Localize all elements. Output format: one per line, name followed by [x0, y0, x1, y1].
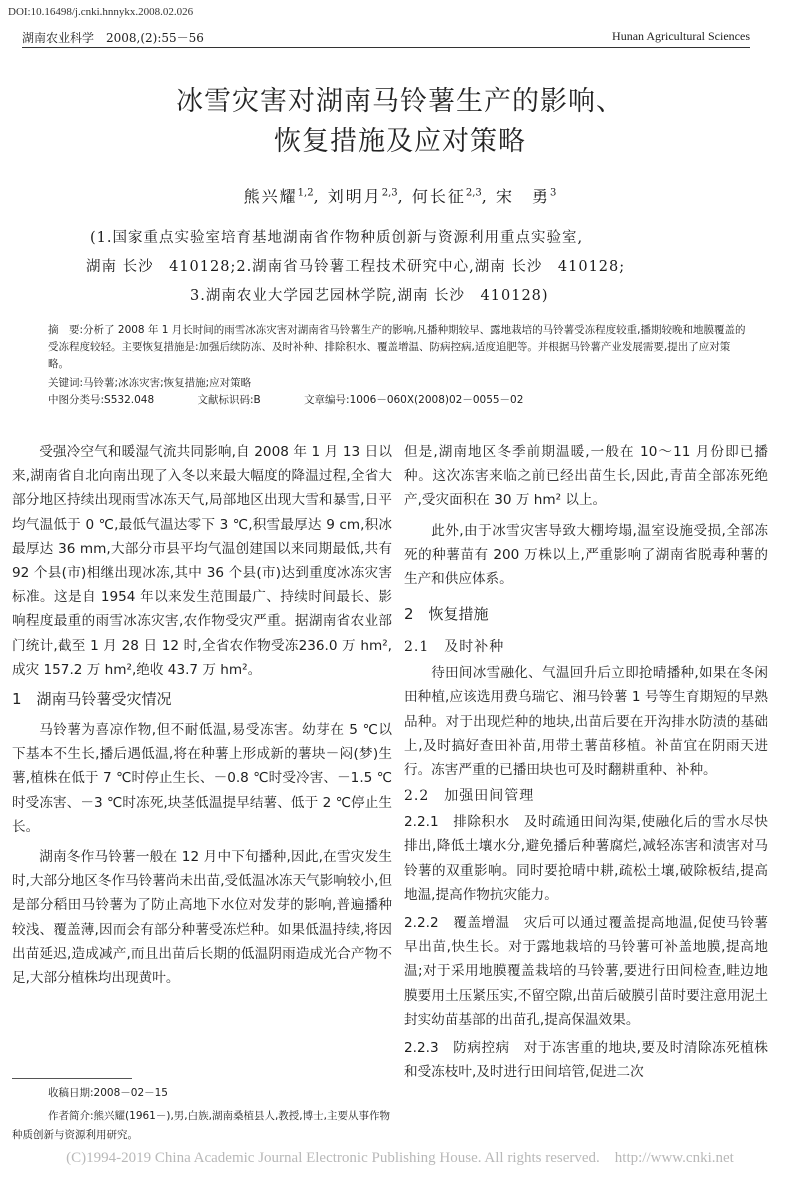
footnote-rule [12, 1078, 132, 1079]
paper-title [0, 82, 800, 162]
header-rule [22, 47, 750, 48]
author-name: 刘明月 [327, 187, 382, 206]
body-paragraph: 马铃薯为喜凉作物,但不耐低温,易受冻害。幼芽在 5 ℃以下基本不生长,播后遇低温,将在种薯上形成新的薯块－闷(梦)生薯,植株在低于 7 ℃时停止生长、－0.8 ℃时受冷害、－1.5 ℃时受冻害、－3 ℃时冻死,块茎低温提早结薯、低于 2 ℃停止生长。 [12, 722, 392, 835]
abstract-block [48, 322, 748, 409]
author-affil-mark: 1,2 [297, 187, 314, 199]
author-name: 宋 勇 [495, 187, 550, 206]
abstract-text: 分析了 2008 年 1 月长时间的雨雪冰冻灾害对湖南省马铃薯生产的影响,凡播种期较早、露地栽培的马铃薯受冻程度较重,播期较晚和地膜覆盖的受冻程度较轻。主要恢复措施是:加强后续防冻、及时补种、排除积水、覆盖增温、防病控病,适度追肥等。并根据马铃薯产业发展需要,提出了应对策略。 [48, 324, 746, 370]
subsection-label: 2.1 及时补种 [404, 639, 505, 656]
author-list: 熊兴耀$^{1,2}$, 刘明月$^{2,3}$, 何长征$^{2,3}$, 宋 勇$^3$ [243, 187, 557, 206]
journal-header-cn: 湖南农业科学 2008,(2):55－56 [22, 31, 204, 45]
body-paragraph: 但是,湖南地区冬季前期温暖,一般在 10～11 月份即已播种。这次冻害来临之前已经出苗生长,因此,青苗全部冻死绝产,受灾面积在 30 万 hm² 以上。 [404, 444, 768, 509]
classification-row [48, 392, 748, 409]
author-name: 何长征 [411, 187, 466, 206]
author-affil-mark: 2,3 [381, 187, 398, 199]
body-paragraph: 湖南冬作马铃薯一般在 12 月中下旬播种,因此,在雪灾发生时,大部分地区冬作马铃薯尚未出苗,受低温冰冻天气影响较小,但是部分稻田马铃薯为了防止高地下水位对发芽的影响,普遍播种较浅、覆盖薄,因而会有部分种薯受冻烂种。如果低温持续,将因出苗延迟,造成减产,而且出苗后长期的低温阴雨造成光合产物不足,大部分植株均出现黄叶。 [12, 849, 392, 987]
body-paragraph: 此外,由于冰雪灾害导致大棚垮塌,温室设施受损,全部冻死的种薯苗有 200 万株以上,严重影响了湖南省脱毒种薯的生产和供应体系。 [404, 522, 768, 588]
doi-line: DOI:10.16498/j.cnki.hnnykx.2008.02.026 [8, 6, 194, 18]
author-affil-mark: 2,3 [465, 187, 482, 199]
author-info: 作者简介:熊兴耀(1961－),男,白族,湖南桑植县人,教授,博士,主要从事作物种质创新与资源利用研究。 [12, 1110, 390, 1141]
title-line-2: 恢复措施及应对策略 [274, 126, 526, 157]
column-right [404, 440, 768, 1084]
section-heading-2: 2 恢复措施 [404, 605, 489, 624]
keywords: 关键词:马铃薯;冰冻灾害;恢复措施;应对策略 [48, 377, 252, 389]
received-date: 收稿日期:2008－02－15 [48, 1087, 168, 1099]
affiliation-line-2: 湖南 长沙 410128;2.湖南省马铃薯工程技术研究中心,湖南 长沙 410128; [86, 259, 626, 275]
clc-number: 中图分类号:S532.048 [48, 394, 155, 406]
subsection-label: 2.2 加强田间管理 [404, 788, 535, 805]
abstract-label: 摘 要: [48, 324, 84, 336]
author-name: 熊兴耀 [243, 187, 298, 206]
affiliation-line-1: (1.国家重点实验室培育基地湖南省作物种质创新与资源利用重点实验室, [90, 230, 584, 246]
section-heading-1: 1 湖南马铃薯受灾情况 [12, 690, 172, 709]
document-code: 文献标识码:B [197, 394, 261, 406]
title-line-1: 冰雪灾害对湖南马铃薯生产的影响、 [176, 86, 624, 117]
subsection-heading-2-2 [404, 782, 768, 810]
body-paragraph: 待田间冰雪融化、气温回升后立即抢晴播种,如果在冬闲田种植,应该选用费乌瑞它、湘马铃薯 1 号等生育期短的早熟品种。对于出现烂种的地块,出苗后要在开沟排水防渍的基础上,及时搞好查田补苗,用带土薯苗移植。补苗宜在阴雨天进行。冻害严重的已播田块也可及时翻耕重种、补种。 [404, 665, 768, 779]
footnote [12, 1084, 392, 1145]
article-number: 文章编号:1006－060X(2008)02－0055－02 [304, 394, 524, 406]
abstract [48, 322, 748, 373]
author-affil-mark: 3 [549, 187, 557, 199]
affiliation-line-3: 3.湖南农业大学园艺园林学院,湖南 长沙 410128) [190, 288, 549, 304]
column-left [12, 440, 392, 990]
body-paragraph: 2.2.2 覆盖增温 灾后可以通过覆盖提高地温,促使马铃薯早出苗,快生长。对于露地栽培的马铃薯可补盖地膜,提高地温;对于采用地膜覆盖栽培的马铃薯,要进行田间检查,畦边地膜要用土压紧压实,不留空隙,出苗后破膜引苗时要注意用泥土封实幼苗基部的出苗孔,提高保温效果。 [404, 915, 768, 1028]
body-paragraph: 2.2.1 排除积水 及时疏通田间沟渠,使融化后的雪水尽快排出,降低土壤水分,避免播后种薯腐烂,减轻冻害和渍害对马铃薯的双重影响。同时要抢晴中耕,疏松土壤,破除板结,提高地温,提高作物抗灾能力。 [404, 814, 768, 903]
subsection-heading-2-1 [404, 633, 768, 661]
copyright-notice: (C)1994-2019 China Academic Journal Electronic Publishing House. All rights reserved. http://www.cnki.net [66, 1150, 734, 1166]
intro-paragraph: 受强冷空气和暖湿气流共同影响,自 2008 年 1 月 13 日以来,湖南省自北向南出现了入冬以来最大幅度的降温过程,全省大部分地区持续出现雨雪冰冻天气,局部地区出现大雪和暴雪,日平均气温低于 0 ℃,最低气温达零下 3 ℃,积雪最厚达 9 cm,积冰最厚达 36 mm,大部分市县平均气温创建国以来同期最低,共有 92 个县(市)相继出现冰冻,其中 36 个县(市)达到重度冰冻灾害标准。这是自 1954 年以来发生范围最广、持续时间最长、影响程度最重的雨雪冰冻灾害,农作物受灾严重。据湖南省农业部门统计,截至 1 月 28 日 12 时,全省农作物受冻236.0 万 hm²,成灾 157.2 万 hm²,绝收 43.7 万 hm²。 [12, 444, 392, 678]
journal-header-en: Hunan Agricultural Sciences [612, 29, 750, 43]
body-paragraph: 2.2.3 防病控病 对于冻害重的地块,要及时清除冻死植株和受冻枝叶,及时进行田间培管,促进二次 [404, 1040, 768, 1081]
